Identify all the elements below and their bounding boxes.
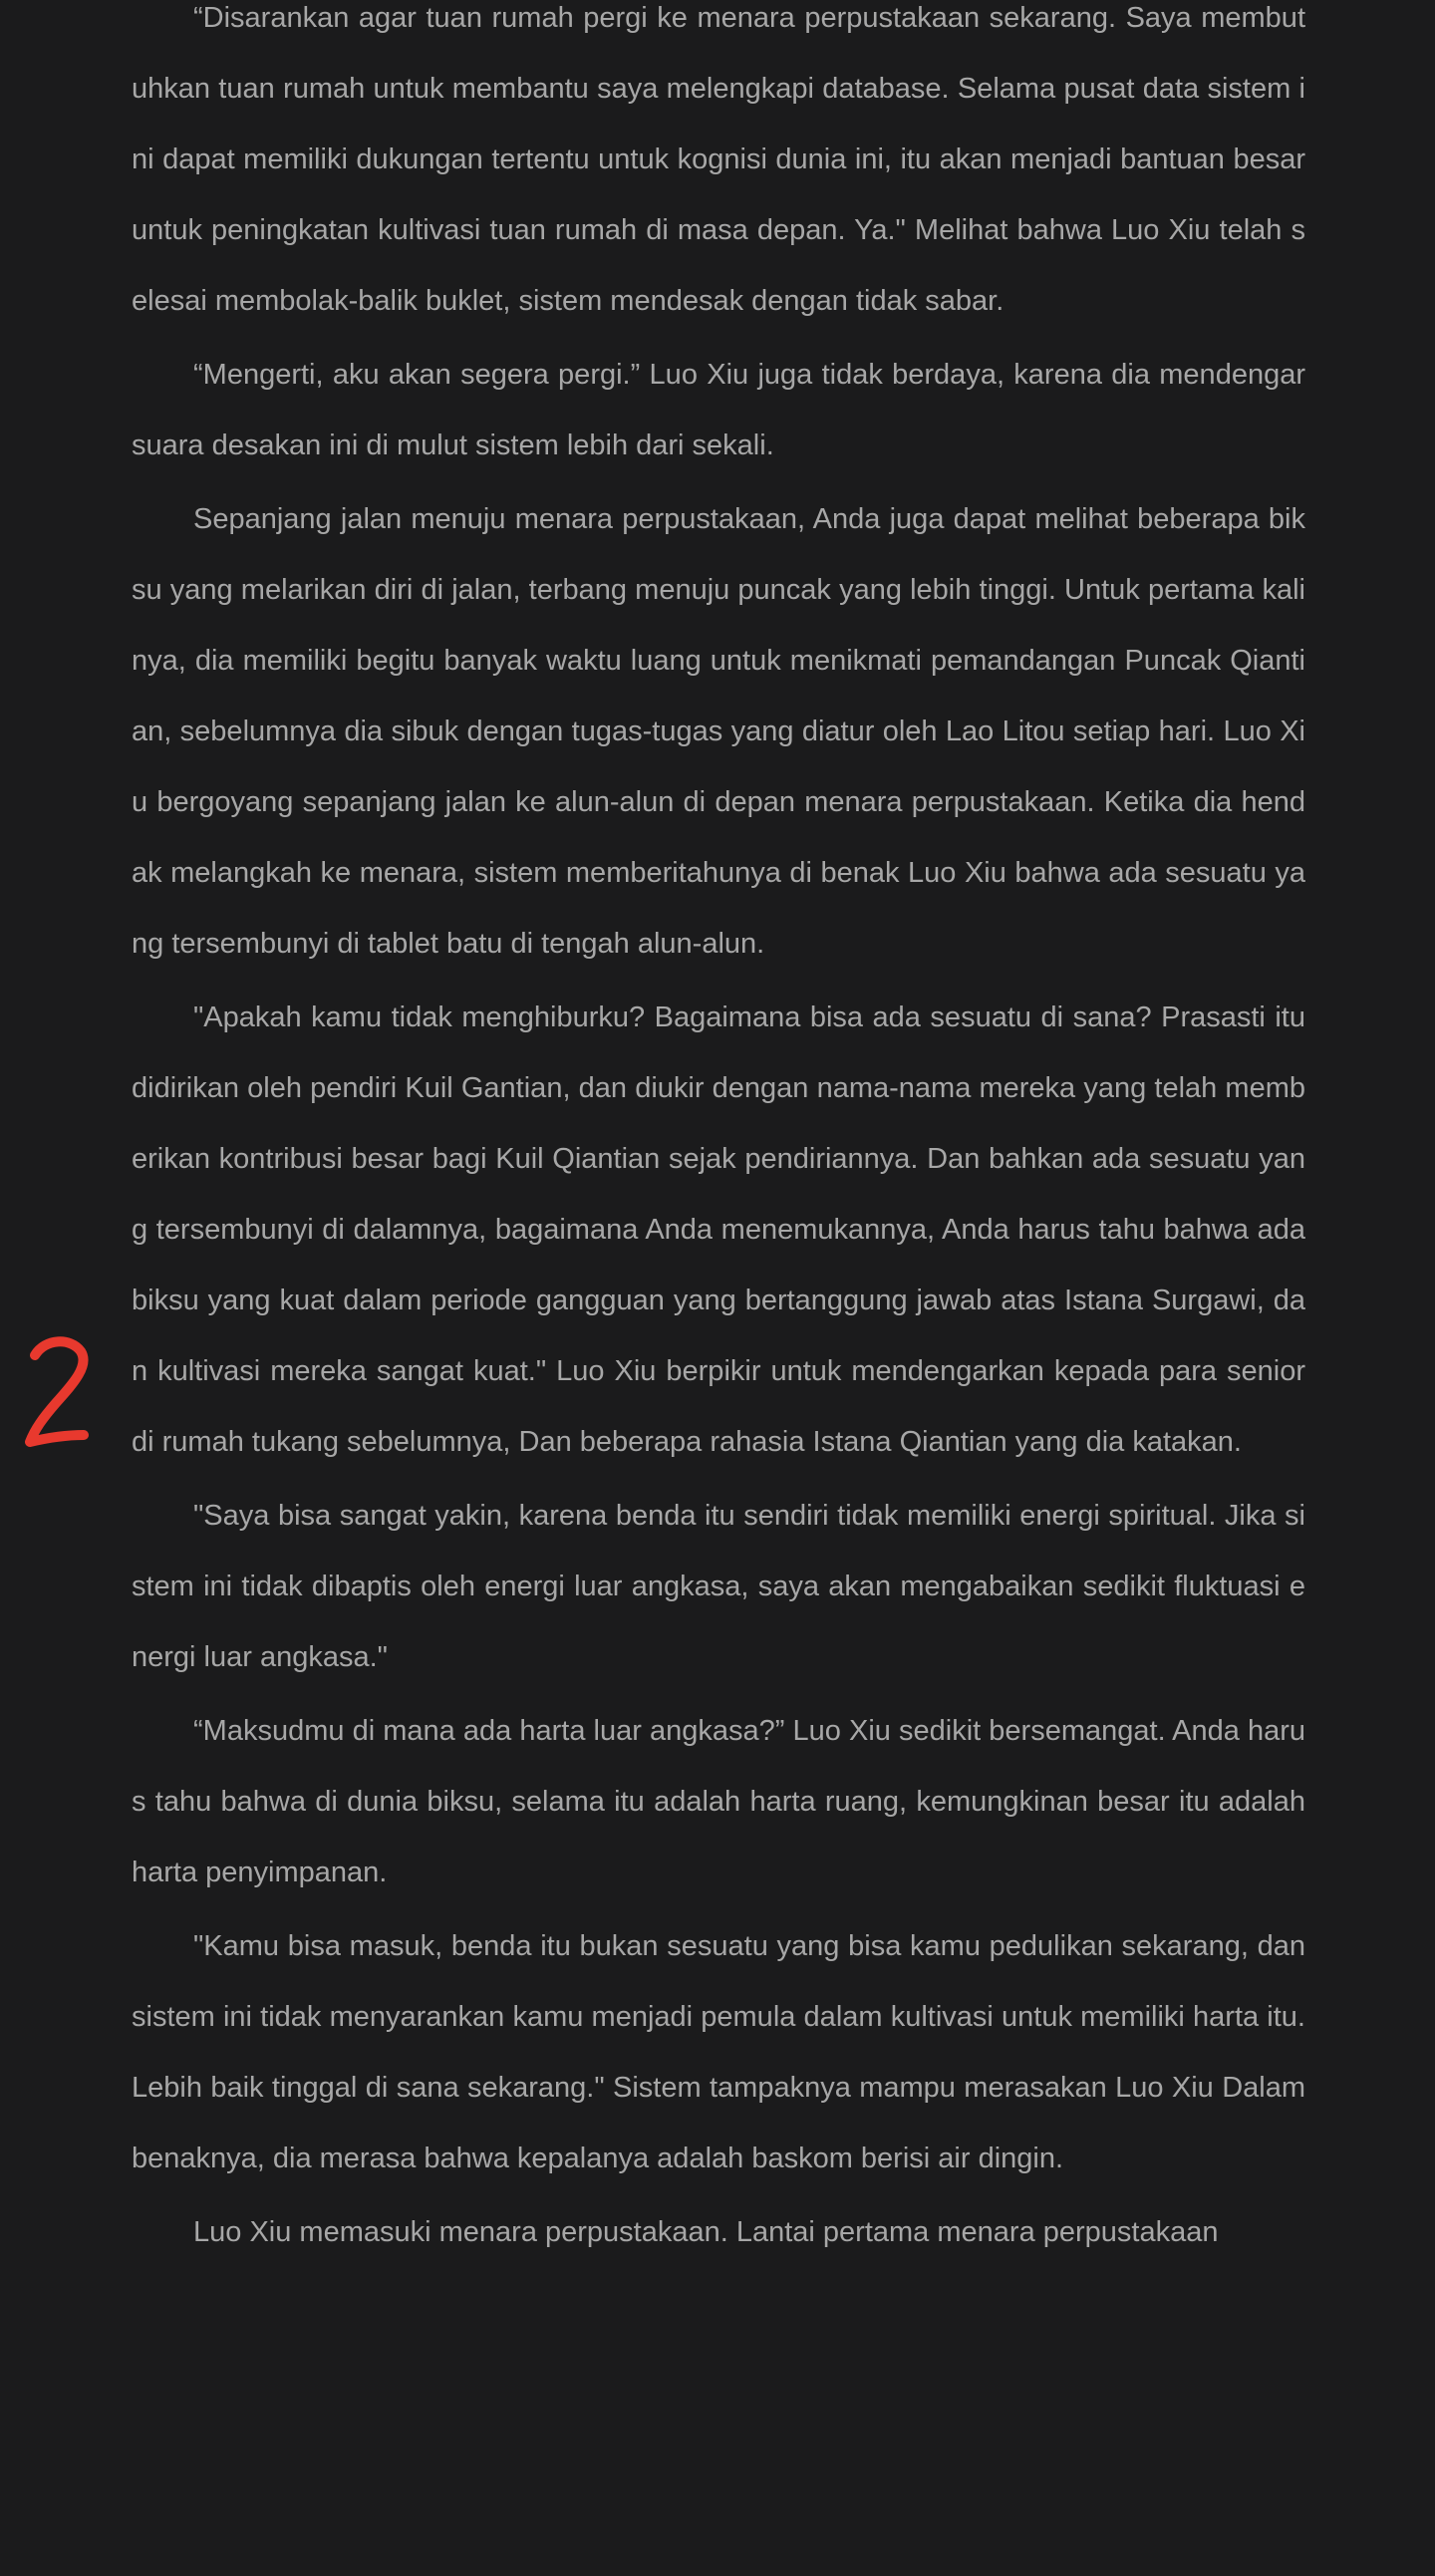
chapter-content <box>132 0 1305 2271</box>
paragraph-8: Luo Xiu memasuki menara perpustakaan. Lantai pertama menara perpustakaan <box>193 2216 1219 2248</box>
handwritten-number-two-icon <box>14 1313 104 1463</box>
paragraph-2: “Mengerti, aku akan segera pergi.” Luo Xiu juga tidak berdaya, karena dia mendengar suara desakan ini di mulut sistem lebih dari sekali. <box>132 359 1305 461</box>
paragraph-7: "Kamu bisa masuk, benda itu bukan sesuatu yang bisa kamu pedulikan sekarang, dan sistem ini tidak menyarankan kamu menjadi pemula dalam kultivasi untuk memiliki harta itu. Lebih baik tinggal di sana sekarang." Sistem tampaknya mampu merasakan Luo Xiu Dalam benaknya, dia merasa bahwa kepalanya adalah baskom berisi air dingin. <box>132 1930 1305 2174</box>
paragraph-1: “Disarankan agar tuan rumah pergi ke menara perpustakaan sekarang. Saya membutuhkan tuan rumah untuk membantu saya melengkapi database. Selama pusat data sistem ini dapat memiliki dukungan tertentu untuk kognisi dunia ini, itu akan menjadi bantuan besar untuk peningkatan kultivasi tuan rumah di masa depan. Ya." Melihat bahwa Luo Xiu telah selesai membolak-balik buklet, sistem mendesak dengan tidak sabar. <box>132 2 1305 317</box>
paragraph-4: "Apakah kamu tidak menghiburku? Bagaimana bisa ada sesuatu di sana? Prasasti itu didirikan oleh pendiri Kuil Gantian, dan diukir dengan nama-nama mereka yang telah memberikan kontribusi besar bagi Kuil Qiantian sejak pendiriannya. Dan bahkan ada sesuatu yang tersembunyi di dalamnya, bagaimana Anda menemukannya, Anda harus tahu bahwa ada biksu yang kuat dalam periode gangguan yang bertanggung jawab atas Istana Surgawi, dan kultivasi mereka sangat kuat." Luo Xiu berpikir untuk mendengarkan kepada para senior di rumah tukang sebelumnya, Dan beberapa rahasia Istana Qiantian yang dia katakan. <box>132 1002 1305 1458</box>
paragraph-3: Sepanjang jalan menuju menara perpustakaan, Anda juga dapat melihat beberapa biksu yang melarikan diri di jalan, terbang menuju puncak yang lebih tinggi. Untuk pertama kalinya, dia memiliki begitu banyak waktu luang untuk menikmati pemandangan Puncak Qiantian, sebelumnya dia sibuk dengan tugas-tugas yang diatur oleh Lao Litou setiap hari. Luo Xiu bergoyang sepanjang jalan ke alun-alun di depan menara perpustakaan. Ketika dia hendak melangkah ke menara, sistem memberitahunya di benak Luo Xiu bahwa ada sesuatu yang tersembunyi di tablet batu di tengah alun-alun. <box>132 503 1305 960</box>
paragraph-6: “Maksudmu di mana ada harta luar angkasa?” Luo Xiu sedikit bersemangat. Anda harus tahu bahwa di dunia biksu, selama itu adalah harta ruang, kemungkinan besar itu adalah harta penyimpanan. <box>132 1715 1305 1888</box>
paragraph-5: "Saya bisa sangat yakin, karena benda itu sendiri tidak memiliki energi spiritual. Jika sistem ini tidak dibaptis oleh energi luar angkasa, saya akan mengabaikan sedikit fluktuasi energi luar angkasa." <box>132 1500 1305 1673</box>
